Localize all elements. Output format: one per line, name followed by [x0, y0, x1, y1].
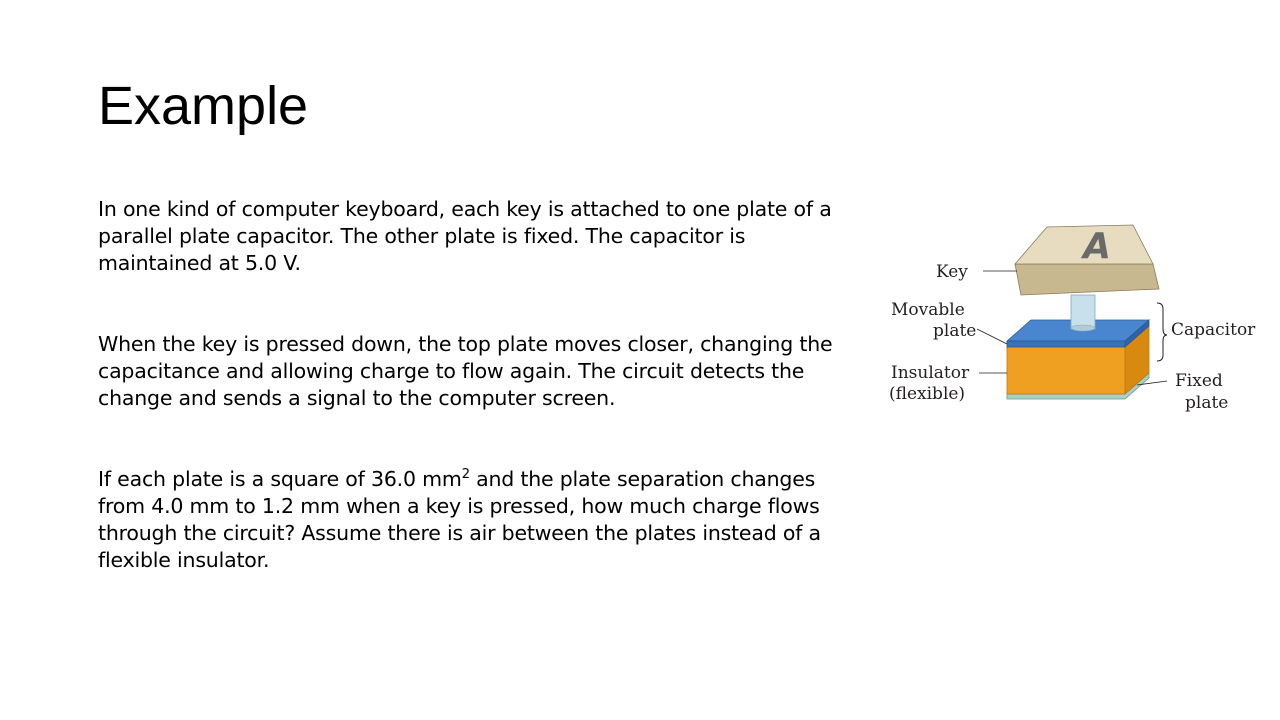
question-text-end: and the plate separation changes from 4.0 mm to 1.2 mm when a key is pressed, how much charge flows through the circuit? Assume there is air between the plates instead of a flexible insulator. — [98, 467, 821, 572]
key-letter: A — [1083, 226, 1111, 267]
keyboard-capacitor-diagram — [885, 215, 1265, 430]
key-stem — [1071, 295, 1095, 329]
key-label: Key — [936, 262, 968, 282]
insulator-label-line1: Insulator — [891, 363, 970, 383]
fixed-plate-label-line1: Fixed — [1175, 371, 1223, 391]
question-text-start: If each plate is a square of 36.0 mm — [98, 467, 462, 491]
capacitor-brace — [1157, 303, 1167, 361]
paragraph-keyboard-description: In one kind of computer keyboard, each key is attached to one plate of a parallel plate capacitor. The other plate is fixed. The capacitor is maintained at 5.0 V. — [98, 197, 832, 275]
key-cap-side — [1015, 264, 1159, 295]
movable-leader-line — [977, 329, 1007, 344]
slide-title: Example — [98, 76, 309, 136]
movable-plate-front — [1007, 341, 1125, 347]
movable-plate-label-line1: Movable — [891, 300, 965, 320]
fixed-plate-label-line2: plate — [1185, 393, 1229, 413]
paragraph-problem-question — [98, 466, 843, 574]
movable-plate-label-line2: plate — [933, 321, 977, 341]
insulator-label-line2: (flexible) — [889, 384, 966, 404]
paragraph-key-press-explanation: When the key is pressed down, the top plate moves closer, changing the capacitance and allowing charge to flow again. The circuit detects the change and sends a signal to the computer screen. — [98, 332, 833, 410]
key-stem-base — [1071, 325, 1095, 331]
insulator-front — [1007, 347, 1125, 394]
superscript-squared: 2 — [461, 467, 470, 482]
slide-body — [98, 196, 843, 574]
capacitor-label: Capacitor — [1171, 320, 1256, 340]
